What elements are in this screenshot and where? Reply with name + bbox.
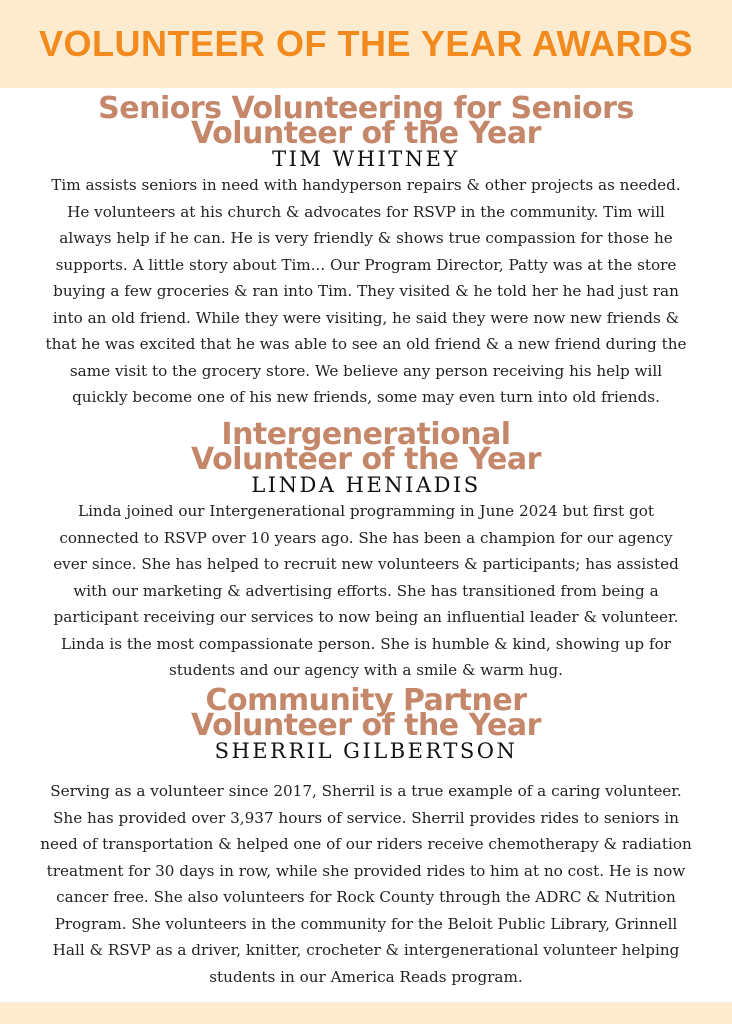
winner-name: SHERRIL GILBERTSON <box>214 739 518 763</box>
award-title <box>0 417 732 477</box>
award-title-line-2: Volunteer of the Year <box>191 442 541 477</box>
header-band <box>0 0 732 88</box>
award-title-line-1: Seniors Volunteering for Seniors <box>98 91 634 126</box>
story-line: She has provided over 3,937 hours of service. Sherril provides rides to seniors in <box>53 808 679 827</box>
story-line: that he was excited that he was able to see an old friend & a new friend during the <box>45 335 687 353</box>
footer-band <box>0 1002 732 1024</box>
story-line: same visit to the grocery store. We believe any person receiving his help will <box>69 361 663 380</box>
award-title-line-2: Volunteer of the Year <box>191 116 541 151</box>
winner-name: TIM WHITNEY <box>272 147 460 171</box>
story-line: supports. A little story about Tim... Our Program Director, Patty was at the store <box>55 255 677 274</box>
story-line: Serving as a volunteer since 2017, Sherril is a true example of a caring volunteer. <box>50 782 682 800</box>
story-line: participant receiving our services to now being an influential leader & volunteer. <box>53 608 679 626</box>
award-title-line-1: Community Partner <box>205 683 527 718</box>
award-title-line-2: Volunteer of the Year <box>191 708 541 743</box>
award-title <box>0 683 732 743</box>
story-line: buying a few groceries & ran into Tim. They visited & he told her he had just ran <box>53 282 679 300</box>
award-title-line-1: Intergenerational <box>221 417 511 452</box>
award-story <box>0 778 732 990</box>
story-line: ever since. She has helped to recruit new volunteers & participants; has assisted <box>53 555 679 573</box>
story-line: quickly become one of his new friends, some may even turn into old friends. <box>72 388 660 406</box>
story-line: Linda joined our Intergenerational programming in June 2024 but first got <box>77 502 654 520</box>
story-line: He volunteers at his church & advocates for RSVP in the community. Tim will <box>67 202 665 221</box>
story-line: connected to RSVP over 10 years ago. She has been a champion for our agency <box>59 528 673 547</box>
story-line: Hall & RSVP as a driver, knitter, crocheter & intergenerational volunteer helping <box>52 941 680 959</box>
story-line: need of transportation & helped one of our riders receive chemotherapy & radiation <box>40 835 692 853</box>
award-section-seniors <box>0 91 732 411</box>
story-line: students and our agency with a smile & warm hug. <box>169 661 563 679</box>
award-title <box>0 91 732 151</box>
award-section-community-partner <box>0 683 732 990</box>
story-line: always help if he can. He is very friendly & shows true compassion for those he <box>59 229 673 247</box>
story-line: treatment for 30 days in row, while she provided rides to him at no cost. He is now <box>46 861 686 880</box>
story-line: students in our America Reads program. <box>209 967 523 986</box>
story-line: Linda is the most compassionate person. She is humble & kind, showing up for <box>61 634 671 653</box>
award-story <box>0 498 732 684</box>
award-section-intergenerational <box>0 417 732 684</box>
story-line: cancer free. She also volunteers for Rock County through the ADRC & Nutrition <box>56 888 676 906</box>
story-line: into an old friend. While they were visiting, he said they were now new friends & <box>52 308 680 327</box>
page-title: VOLUNTEER OF THE YEAR AWARDS <box>38 23 694 64</box>
story-line: Tim assists seniors in need with handyperson repairs & other projects as needed. <box>51 176 681 194</box>
story-line: with our marketing & advertising efforts. She has transitioned from being a <box>73 581 659 600</box>
award-story <box>0 172 732 411</box>
winner-name: LINDA HENIADIS <box>251 473 481 497</box>
story-line: Program. She volunteers in the community for the Beloit Public Library, Grinnell <box>54 914 678 933</box>
